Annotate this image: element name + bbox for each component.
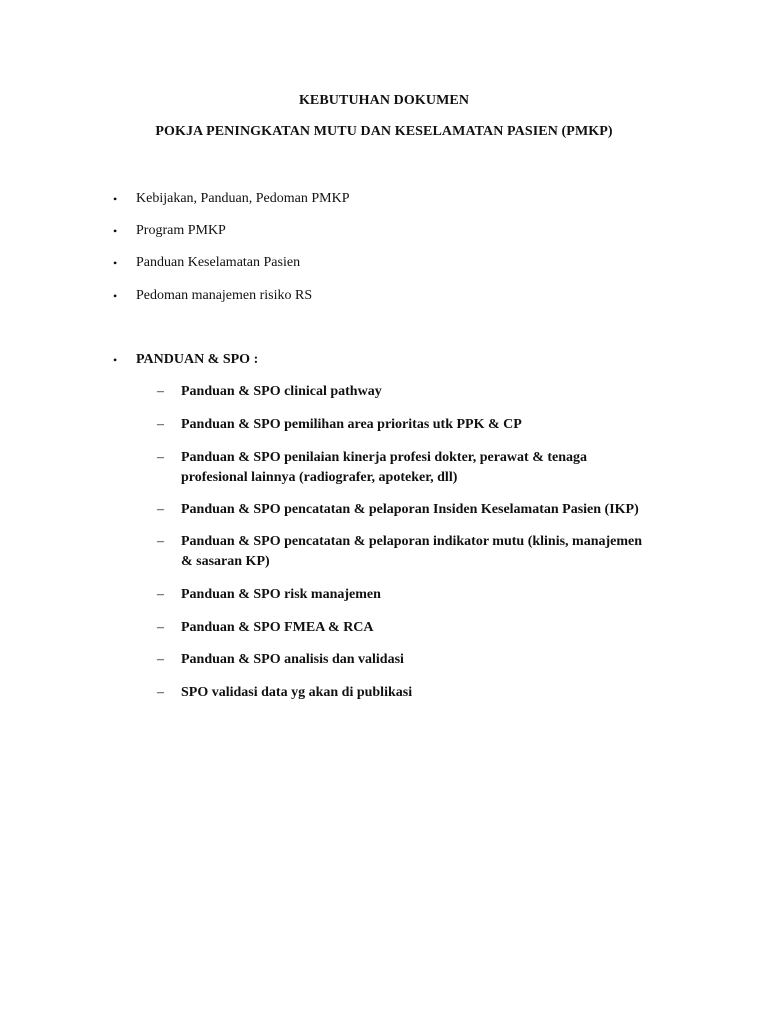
dash-icon: – (157, 685, 164, 700)
bullet-icon: • (113, 353, 118, 367)
section-heading-text: PANDUAN & SPO : (136, 352, 259, 367)
document-subtitle: POKJA PENINGKATAN MUTU DAN KESELAMATAN PASIEN (PMKP) (155, 124, 613, 139)
bullet-icon: • (113, 256, 118, 270)
dash-icon: – (157, 620, 164, 635)
sub-list-item-text: Panduan & SPO pencatatan & pelaporan Insiden Keselamatan Pasien (IKP) (181, 502, 639, 517)
sub-list-item-text: SPO validasi data yg akan di publikasi (181, 685, 413, 700)
sub-list-item-text: Panduan & SPO analisis dan validasi (181, 652, 404, 667)
dash-icon: – (157, 587, 164, 602)
sub-list-item-text: Panduan & SPO pencatatan & pelaporan indikator mutu (klinis, manajemen & sasaran KP) (181, 534, 643, 569)
sub-list-item-text: Panduan & SPO pemilihan area prioritas utk PPK & CP (181, 417, 522, 432)
dash-icon: – (157, 417, 164, 432)
sub-list-item-text: Panduan & SPO penilaian kinerja profesi dokter, perawat & tenaga profesional lainnya (radiografer, apoteker, dll) (181, 450, 588, 485)
document-title: KEBUTUHAN DOKUMEN (298, 93, 470, 108)
dash-icon: – (157, 384, 164, 399)
bullet-icon: • (113, 289, 118, 303)
dash-icon: – (157, 502, 164, 517)
sub-list-item-text: Panduan & SPO risk manajemen (181, 587, 381, 602)
dash-icon: – (157, 652, 164, 667)
list-item-text: Panduan Keselamatan Pasien (136, 255, 301, 270)
sub-list-item-text: Panduan & SPO FMEA & RCA (181, 620, 374, 635)
list-item-text: Program PMKP (136, 223, 226, 238)
dash-icon: – (157, 534, 164, 549)
list-item-text: Pedoman manajemen risiko RS (136, 288, 313, 303)
dash-icon: – (157, 450, 164, 465)
bullet-icon: • (113, 224, 118, 238)
sub-list-item-text: Panduan & SPO clinical pathway (181, 384, 382, 399)
list-item-text: Kebijakan, Panduan, Pedoman PMKP (136, 191, 350, 206)
bullet-icon: • (113, 192, 118, 206)
